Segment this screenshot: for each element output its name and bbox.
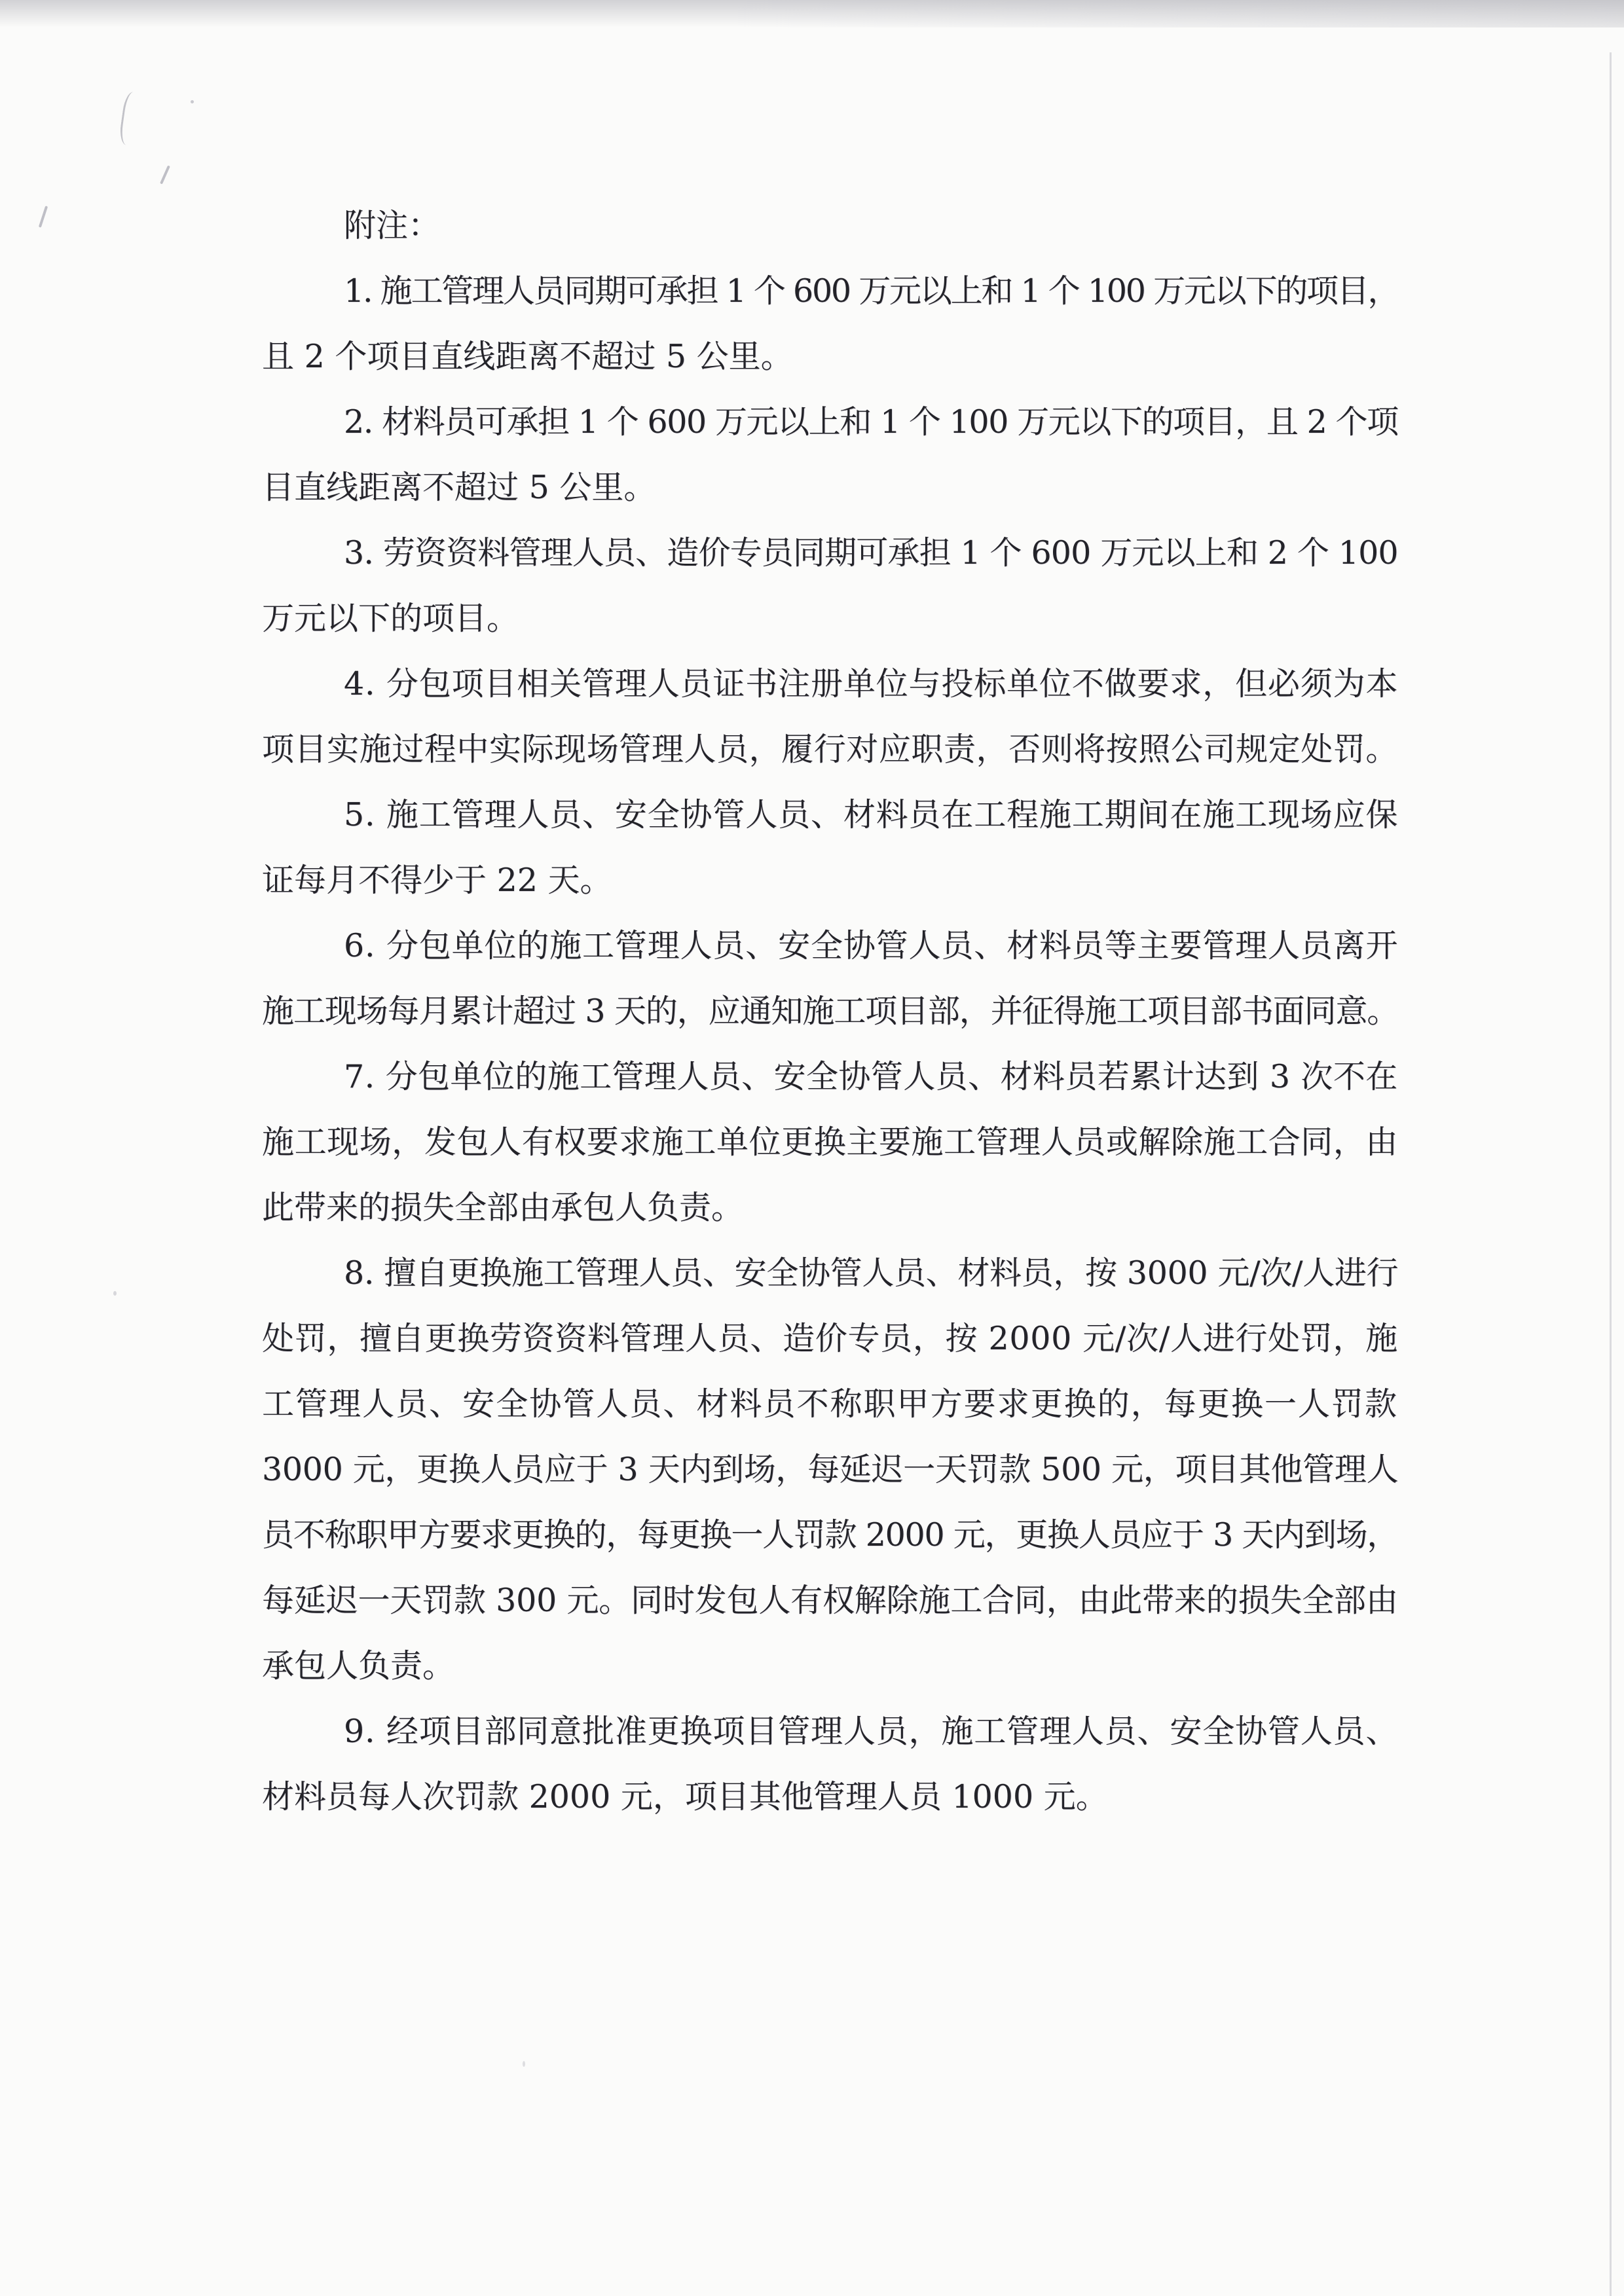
document-line-text: 目直线距离不超过 5 公里。 xyxy=(262,469,656,506)
document-line xyxy=(262,1633,1401,1699)
document-line xyxy=(262,1175,1401,1241)
scan-speck xyxy=(191,100,194,103)
document-line-text: 万元以下的项目。 xyxy=(262,600,519,637)
document-line-text: 1. 施工管理人员同期可承担 1 个 600 万元以上和 1 个 100 万元以下的项目， xyxy=(344,272,1399,310)
document-line xyxy=(262,1699,1401,1764)
document-line-text: 3000 元，更换人员应于 3 天内到场，每延迟一天罚款 500 元，项目其他管理人 xyxy=(262,1451,1399,1488)
document-line xyxy=(262,782,1401,848)
document-line-text: 且 2 个项目直线距离不超过 5 公里。 xyxy=(262,338,793,375)
document-line-text: 施工现场每月累计超过 3 天的，应通知施工项目部，并征得施工项目部书面同意。 xyxy=(262,993,1399,1030)
document-line-text: 6. 分包单位的施工管理人员、安全协管人员、材料员等主要管理人员离开 xyxy=(344,927,1399,964)
document-line-text: 承包人负责。 xyxy=(262,1647,455,1685)
document-line-text: 3. 劳资资料管理人员、造价专员同期可承担 1 个 600 万元以上和 2 个 100 xyxy=(344,534,1398,572)
document-line xyxy=(262,455,1401,520)
scan-right-edge-line xyxy=(1610,52,1612,2296)
document-line-text: 证每月不得少于 22 天。 xyxy=(262,862,612,899)
document-line-text: 材料员每人次罚款 2000 元，项目其他管理人员 1000 元。 xyxy=(262,1778,1108,1815)
document-line xyxy=(262,979,1401,1044)
document-line-text: 项目实施过程中实际现场管理人员，履行对应职责，否则将按照公司规定处罚。 xyxy=(262,731,1399,768)
document-line xyxy=(262,913,1401,979)
notes-body xyxy=(262,193,1401,1830)
pencil-mark-tick xyxy=(160,165,170,184)
notes-heading-text: 附注： xyxy=(344,207,441,244)
document-line-text: 9. 经项目部同意批准更换项目管理人员，施工管理人员、安全协管人员、 xyxy=(344,1713,1399,1750)
scan-speck xyxy=(113,1291,117,1296)
document-line-text: 每延迟一天罚款 300 元。同时发包人有权解除施工合同，由此带来的损失全部由 xyxy=(262,1582,1398,1619)
document-line xyxy=(262,1241,1401,1306)
document-line-text: 工管理人员、安全协管人员、材料员不称职甲方要求更换的，每更换一人罚款 xyxy=(262,1385,1399,1423)
document-line-text: 5. 施工管理人员、安全协管人员、材料员在工程施工期间在施工现场应保 xyxy=(344,796,1399,833)
document-line-text: 施工现场，发包人有权要求施工单位更换主要施工管理人员或解除施工合同，由 xyxy=(262,1123,1399,1161)
scan-speck xyxy=(523,2061,525,2067)
document-line-text: 2. 材料员可承担 1 个 600 万元以上和 1 个 100 万元以下的项目，且 2 个项 xyxy=(344,403,1398,441)
document-line-text: 7. 分包单位的施工管理人员、安全协管人员、材料员若累计达到 3 次不在 xyxy=(344,1058,1398,1095)
document-line-text: 处罚，擅自更换劳资资料管理人员、造价专员，按 2000 元/次/人进行处罚，施 xyxy=(262,1320,1398,1357)
document-line xyxy=(262,1568,1401,1633)
pencil-mark-tick xyxy=(39,206,48,228)
document-line xyxy=(262,586,1401,651)
document-line xyxy=(262,1044,1401,1110)
document-line xyxy=(262,1503,1401,1568)
document-line xyxy=(262,1110,1401,1175)
document-line xyxy=(262,390,1401,455)
pencil-mark-curve xyxy=(118,91,141,147)
document-line xyxy=(262,1306,1401,1372)
document-line xyxy=(262,259,1401,324)
document-line-text: 员不称职甲方要求更换的，每更换一人罚款 2000 元，更换人员应于 3 天内到场， xyxy=(262,1516,1399,1554)
notes-heading xyxy=(262,193,1401,259)
document-line xyxy=(262,520,1401,586)
document-line xyxy=(262,1437,1401,1503)
scan-top-shade xyxy=(0,0,1624,27)
document-line xyxy=(262,1372,1401,1437)
document-line-text: 此带来的损失全部由承包人负责。 xyxy=(262,1189,744,1226)
document-line xyxy=(262,717,1401,782)
document-line xyxy=(262,651,1401,717)
document-line-text: 8. 擅自更换施工管理人员、安全协管人员、材料员，按 3000 元/次/人进行 xyxy=(344,1254,1399,1292)
document-line xyxy=(262,1764,1401,1830)
document-line-text: 4. 分包项目相关管理人员证书注册单位与投标单位不做要求，但必须为本 xyxy=(344,665,1399,702)
notes-lines xyxy=(262,259,1401,1830)
document-line xyxy=(262,848,1401,913)
document-line xyxy=(262,324,1401,390)
